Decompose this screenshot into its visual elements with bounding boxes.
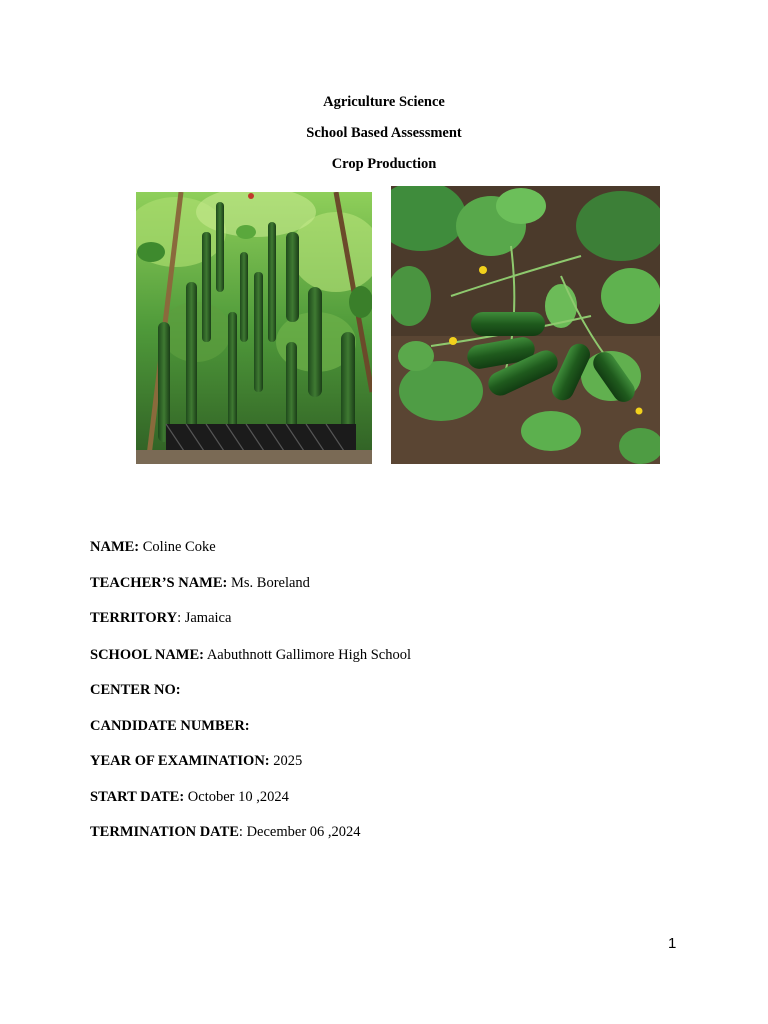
start-date-value: October 10 ,2024 [184, 789, 289, 805]
topic-title: Crop Production [331, 156, 437, 172]
school-name-label: SCHOOL NAME: [90, 647, 204, 663]
termination-date-value: : December 06 ,2024 [238, 824, 361, 840]
name-label: NAME: [90, 539, 140, 555]
start-date-label: START DATE: [90, 789, 185, 805]
year-of-examination-value: 2025 [269, 753, 303, 769]
center-no-field [90, 682, 181, 699]
assessment-title: School Based Assessment [306, 125, 462, 141]
center-no-label: CENTER NO: [90, 682, 181, 698]
year-of-examination-field [90, 753, 302, 770]
page-number: 1 [668, 935, 677, 952]
subject-title: Agriculture Science [323, 94, 445, 110]
termination-date-field [90, 824, 361, 841]
territory-value: : Jamaica [177, 610, 232, 626]
year-of-examination-label: YEAR OF EXAMINATION: [90, 753, 270, 769]
territory-label: TERRITORY [90, 610, 178, 626]
candidate-number-label: CANDIDATE NUMBER: [90, 718, 250, 734]
teacher-name-label: TEACHER’S NAME: [90, 575, 228, 591]
school-name-value: Aabuthnott Gallimore High School [204, 647, 412, 663]
name-field [90, 539, 216, 556]
name-value: Coline Coke [139, 539, 216, 555]
hanging-cucumbers-photo [136, 192, 372, 464]
teacher-name-value: Ms. Boreland [227, 575, 310, 591]
start-date-field [90, 789, 289, 806]
cucumbers-on-ground-photo [391, 186, 660, 464]
school-name-field [90, 647, 411, 664]
teacher-name-field [90, 575, 310, 592]
territory-field [90, 610, 231, 627]
termination-date-label: TERMINATION DATE [90, 824, 239, 840]
candidate-number-field [90, 718, 250, 735]
